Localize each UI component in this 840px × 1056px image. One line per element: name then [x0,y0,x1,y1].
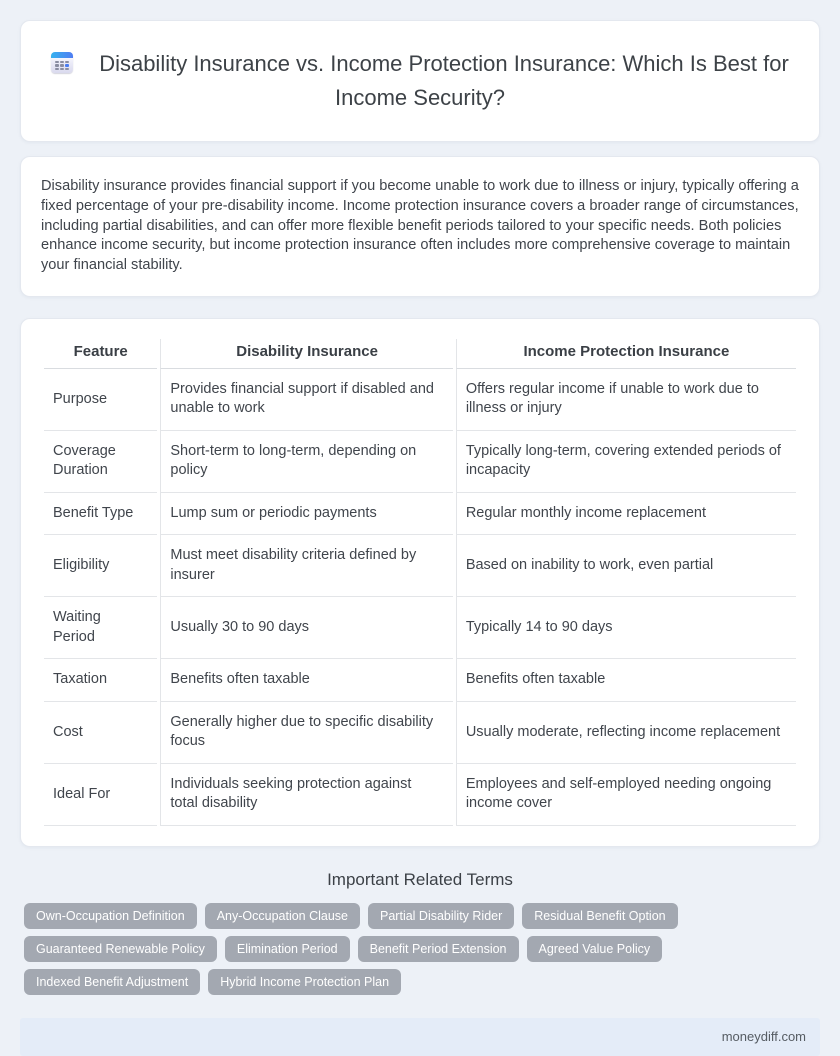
table-row [44,597,796,659]
feature-cell: Cost [44,702,157,764]
table-row [44,659,796,702]
term-pill[interactable]: Residual Benefit Option [522,903,677,929]
income-protection-cell: Typically 14 to 90 days [456,597,796,659]
table-row [44,764,796,826]
disability-insurance-cell: Short-term to long-term, depending on policy [160,431,452,493]
summary-card [20,156,820,297]
disability-insurance-cell: Generally higher due to specific disability focus [160,702,452,764]
feature-cell: Coverage Duration [44,431,157,493]
column-header-feature: Feature [44,339,157,369]
term-pill[interactable]: Hybrid Income Protection Plan [208,969,401,995]
income-protection-cell: Usually moderate, reflecting income replacement [456,702,796,764]
table-row [44,369,796,431]
disability-insurance-cell: Must meet disability criteria defined by insurer [160,535,452,597]
footer-bar [20,1018,820,1056]
site-name: moneydiff.com [721,1029,806,1045]
table-body [44,369,796,826]
disability-insurance-cell: Benefits often taxable [160,659,452,702]
feature-cell: Eligibility [44,535,157,597]
related-terms-list [24,903,816,995]
feature-cell: Purpose [44,369,157,431]
title-card [20,20,820,142]
column-header-disability-insurance: Disability Insurance [160,339,452,369]
disability-insurance-cell: Usually 30 to 90 days [160,597,452,659]
comparison-card [20,318,820,847]
table-header-row [44,339,796,369]
table-row [44,535,796,597]
feature-cell: Waiting Period [44,597,157,659]
related-terms-heading: Important Related Terms [327,869,513,889]
income-protection-cell: Benefits often taxable [456,659,796,702]
term-pill[interactable]: Elimination Period [225,936,350,962]
income-protection-cell: Employees and self-employed needing ongoing income cover [456,764,796,826]
table-row [44,493,796,536]
income-protection-cell: Regular monthly income replacement [456,493,796,536]
income-protection-cell: Offers regular income if unable to work due to illness or injury [456,369,796,431]
income-protection-cell: Typically long-term, covering extended periods of incapacity [456,431,796,493]
comparison-table [41,339,799,826]
disability-insurance-cell: Individuals seeking protection against total disability [160,764,452,826]
calendar-icon [51,52,73,73]
feature-cell: Taxation [44,659,157,702]
page-title-text: Disability Insurance vs. Income Protection Insurance: Which Is Best for Income Security? [99,51,789,110]
page-title [46,47,794,115]
term-pill[interactable]: Any-Occupation Clause [205,903,360,929]
term-pill[interactable]: Agreed Value Policy [527,936,663,962]
feature-cell: Ideal For [44,764,157,826]
disability-insurance-cell: Lump sum or periodic payments [160,493,452,536]
table-row [44,431,796,493]
column-header-income-protection-insurance: Income Protection Insurance [456,339,796,369]
income-protection-cell: Based on inability to work, even partial [456,535,796,597]
feature-cell: Benefit Type [44,493,157,536]
term-pill[interactable]: Indexed Benefit Adjustment [24,969,200,995]
table-row [44,702,796,764]
summary-text: Disability insurance provides financial support if you become unable to work due to illness or injury, typically offering a fixed percentage of your pre-disability income. Income protection insurance covers a broader range of circumstances, including partial disabilities, and can offer more flexible benefit periods tailored to your specific needs. Both policies enhance income security, but income protection insurance often includes more comprehensive coverage to maintain your financial stability. [41,178,799,274]
term-pill[interactable]: Own-Occupation Definition [24,903,197,929]
term-pill[interactable]: Partial Disability Rider [368,903,514,929]
term-pill[interactable]: Benefit Period Extension [358,936,519,962]
term-pill[interactable]: Guaranteed Renewable Policy [24,936,217,962]
disability-insurance-cell: Provides financial support if disabled and unable to work [160,369,452,431]
